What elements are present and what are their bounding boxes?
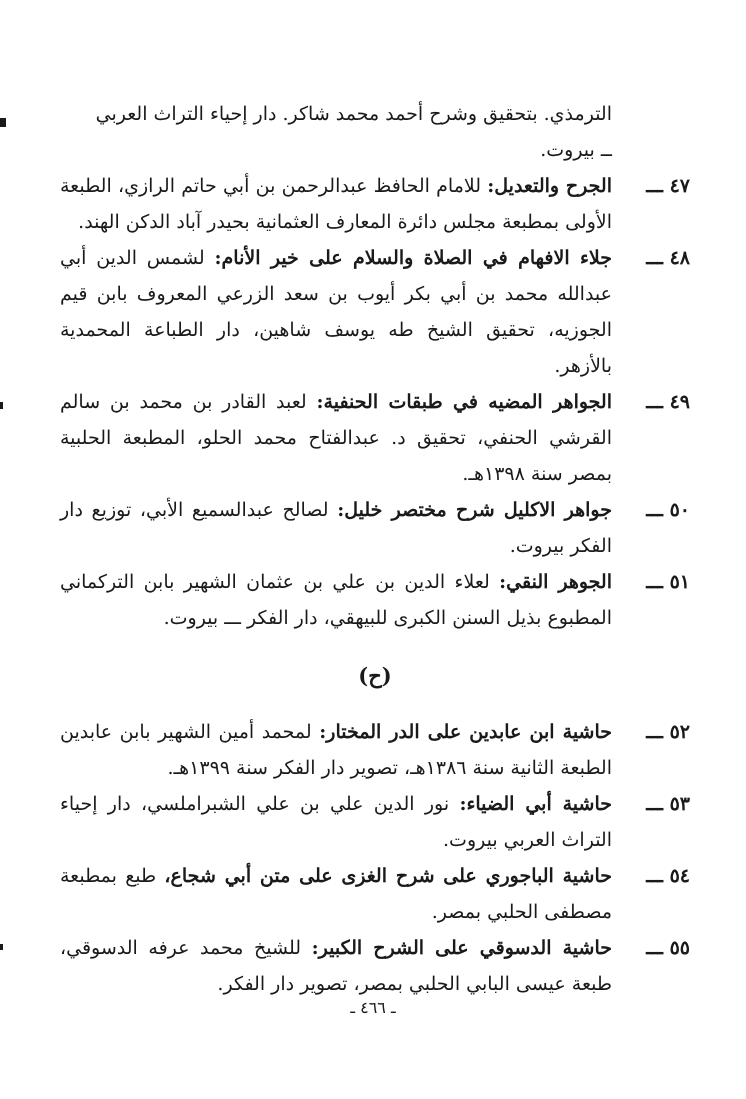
- page-number: ـ ٤٦٦ ـ: [350, 998, 396, 1017]
- bibliography-entry: [60, 786, 690, 858]
- entry-title: حاشية أبي الضياء:: [459, 793, 612, 815]
- entry-text: [60, 786, 612, 858]
- entry-description: لصالح عبدالسميع الأبي، توزيع دار الفكر بيروت.: [60, 499, 612, 557]
- entry-title: جلاء الافهام في الصلاة والسلام على خير الأنام:: [214, 247, 612, 269]
- entry-text: [60, 240, 612, 384]
- entry-title: الجوهر النقي:: [499, 571, 612, 593]
- continuation-line-1: الترمذي. بتحقيق وشرح أحمد محمد شاكر. دار إحياء التراث العربي: [95, 103, 612, 125]
- entry-text: [60, 168, 612, 240]
- bibliography-entry: [60, 714, 690, 786]
- entry-text: [60, 930, 612, 1002]
- entry-number: ٥٣ ـــ: [646, 793, 690, 815]
- entry-description: لمحمد أمين الشهير بابن عابدين الطبعة الثانية سنة ١٣٨٦هـ، تصوير دار الفكر سنة ١٣٩٩هـ.: [60, 721, 612, 779]
- entry-number: ٤٧ ـــ: [646, 175, 690, 197]
- entry-number: ٤٩ ـــ: [646, 391, 690, 413]
- scan-mark-left-bottom: [0, 944, 3, 950]
- entry-text: [60, 714, 612, 786]
- bibliography-entry: [60, 930, 690, 1002]
- entry-title: حاشية ابن عابدين على الدر المختار:: [319, 721, 613, 743]
- entry-description: نور الدين علي بن علي الشبراملسي، دار إحياء التراث العربي بيروت.: [60, 793, 612, 851]
- bibliography-entry: [60, 240, 690, 384]
- continuation-line-2: ــ بيروت.: [540, 139, 612, 161]
- entry-description: لشمس الدين أبي عبدالله محمد بن أبي بكر أيوب بن سعد الزرعي المعروف بابن قيم الجوزيه، تحقيق الشيخ طه يوسف شاهين، دار الطباعة المحمدية بالأزهر.: [60, 247, 612, 377]
- entry-description: للامام الحافظ عبدالرحمن بن أبي حاتم الرازي، الطبعة الأولى بمطبعة مجلس دائرة المعارف العثمانية بحيدر آباد الدكن الهند.: [60, 175, 612, 233]
- bibliography-entry: [60, 168, 690, 240]
- bibliography-entry: [60, 384, 690, 492]
- bibliography-entry: [60, 858, 690, 930]
- entry-number: ٤٨ ـــ: [646, 247, 690, 269]
- entry-title: الجرح والتعديل:: [487, 175, 612, 197]
- section-heading: (ح): [358, 663, 392, 688]
- entry-description: لعبد القادر بن محمد بن سالم القرشي الحنفي، تحقيق د. عبدالفتاح محمد الحلو، المطبعة الحلبية بمصر سنة ١٣٩٨هـ.: [60, 391, 612, 485]
- bibliography-entry: [60, 564, 690, 636]
- entry-number: ٥٢ ـــ: [646, 721, 690, 743]
- entry-number: ٥٥ ـــ: [646, 937, 690, 959]
- entry-text: [60, 384, 612, 492]
- entry-description: لعلاء الدين بن علي بن عثمان الشهير بابن التركماني المطبوع بذيل السنن الكبرى للبيهقي، دار الفكر ـــ بيروت.: [60, 571, 612, 629]
- entry-title: حاشية الدسوقي على الشرح الكبير:: [311, 937, 612, 959]
- entry-description: للشيخ محمد عرفه الدسوقي، طبعة عيسى البابي الحلبي بمصر، تصوير دار الفكر.: [60, 937, 612, 995]
- entry-number: ٥١ ـــ: [646, 571, 690, 593]
- bibliography-entry: [60, 492, 690, 564]
- entry-text: [60, 564, 612, 636]
- entry-text: [60, 858, 612, 930]
- entry-title: حاشية الباجوري على شرح الغزى على متن أبي شجاع،: [164, 865, 612, 887]
- entry-number: ٥٠ ـــ: [646, 499, 690, 521]
- entry-title: جواهر الاكليل شرح مختصر خليل:: [337, 499, 612, 521]
- entry-number: ٥٤ ـــ: [646, 865, 690, 887]
- scan-mark-left-top: [0, 118, 6, 127]
- entry-text: [60, 492, 612, 564]
- bibliography-list: [60, 96, 690, 1002]
- scan-mark-left-middle: [0, 402, 3, 409]
- entry-description: طبع بمطبعة مصطفى الحلبي بمصر.: [60, 865, 612, 923]
- entry-title: الجواهر المضيه في طبقات الحنفية:: [316, 391, 612, 413]
